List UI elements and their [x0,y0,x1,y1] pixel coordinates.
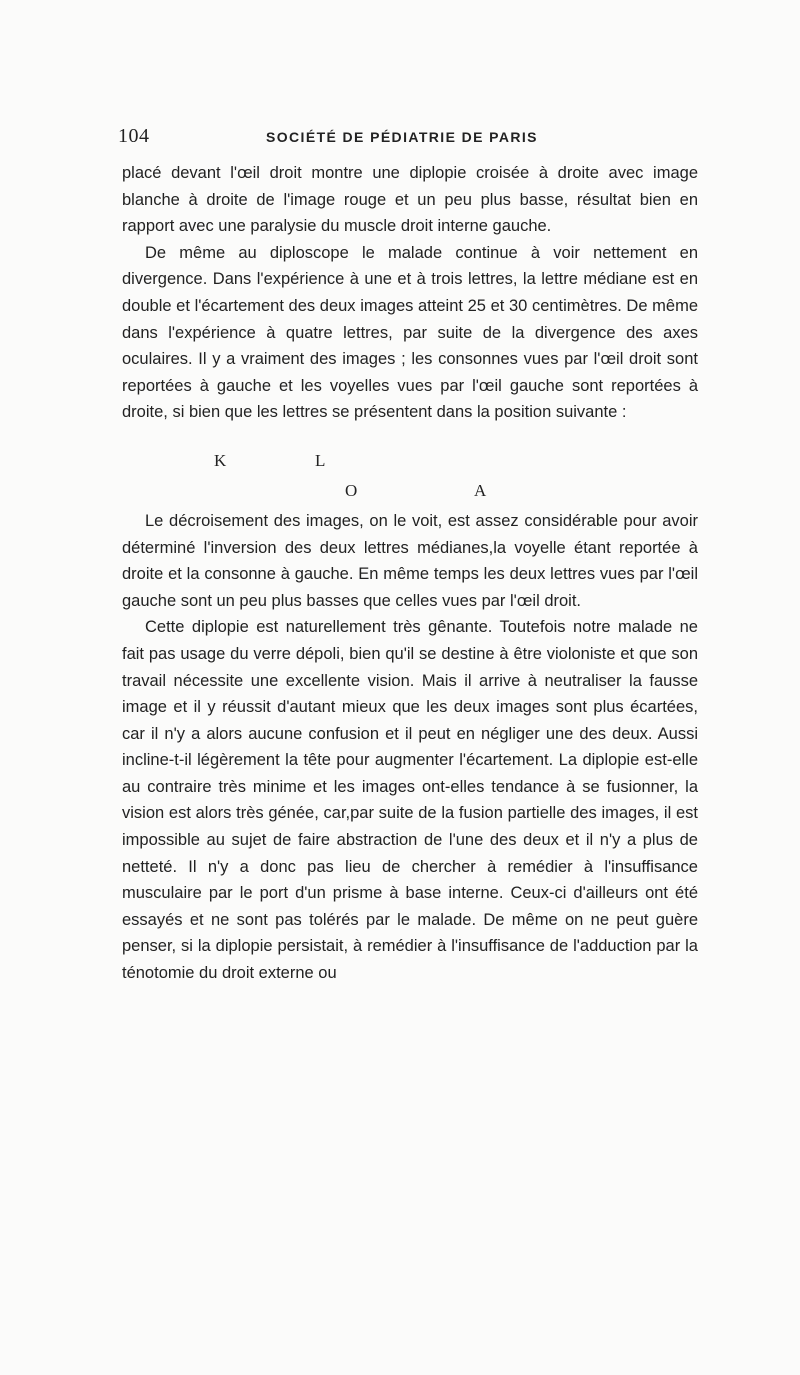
paragraph-4: Cette diplopie est naturellement très gênante. Toutefois notre malade ne fait pas usage du verre dépoli, bien qu'il se destine à être violoniste et que son travail nécessite une excellente vision. Mais il arrive à neutraliser la fausse image et il y réussit d'autant mieux que les deux images sont plus écartées, car il n'y a alors aucune confusion et il peut en négliger une des deux. Aussi incline-t-il légèrement la tête pour augmenter l'écartement. La diplopie est-elle au contraire très minime et les images ont-elles tendance à se fusionner, la vision est alors très génée, car,par suite de la fusion partielle des images, il est impossible au sujet de faire abstraction de l'une des deux et il n'y a plus de netteté. Il n'y a donc pas lieu de chercher à remédier à l'insuffisance musculaire par le port d'un prisme à base interne. Ceux-ci d'ailleurs ont été essayés et ne sont pas tolérés par le malade. De même on ne peut guère penser, si la diplopie persistait, à remédier à l'insuffisance de l'adduction par la ténotomie du droit externe ou [122,618,698,983]
letter-a: A [474,480,487,500]
paragraph-1: placé devant l'œil droit montre une diplopie croisée à droite avec image blanche à droite de l'image rouge et un peu plus basse, résultat bien en rapport avec une paralysie du muscle droit interne gauche. [122,164,698,236]
letter-k: K [214,450,227,470]
letters-position-figure [122,426,698,508]
letter-o: O [345,480,358,500]
paragraph-3: Le décroisement des images, on le voit, est assez considérable pour avoir déterminé l'inversion des deux lettres médianes,la voyelle étant reportée à droite et la consonne à gauche. En même temps les deux lettres vues par l'œil gauche sont un peu plus basses que celles vues par l'œil droit. [122,511,698,610]
paragraph-2: De même au diploscope le malade continue à voir nettement en divergence. Dans l'expérience à une et à trois lettres, la lettre médiane est en double et l'écartement des deux images atteint 25 et 30 centimètres. De même dans l'expérience à quatre lettres, par suite de la divergence des axes oculaires. Il y a vraiment des images ; les consonnes vues par l'œil droit sont reportées à gauche et les voyelles vues par l'œil gauche sont reportées à droite, si bien que les lettres se présentent dans la position suivante : [122,243,698,422]
page-number: 104 [118,125,150,147]
running-title: SOCIÉTÉ DE PÉDIATRIE DE PARIS [266,129,538,145]
body-text [122,160,698,987]
letter-l: L [315,450,326,470]
page-header [118,125,708,153]
